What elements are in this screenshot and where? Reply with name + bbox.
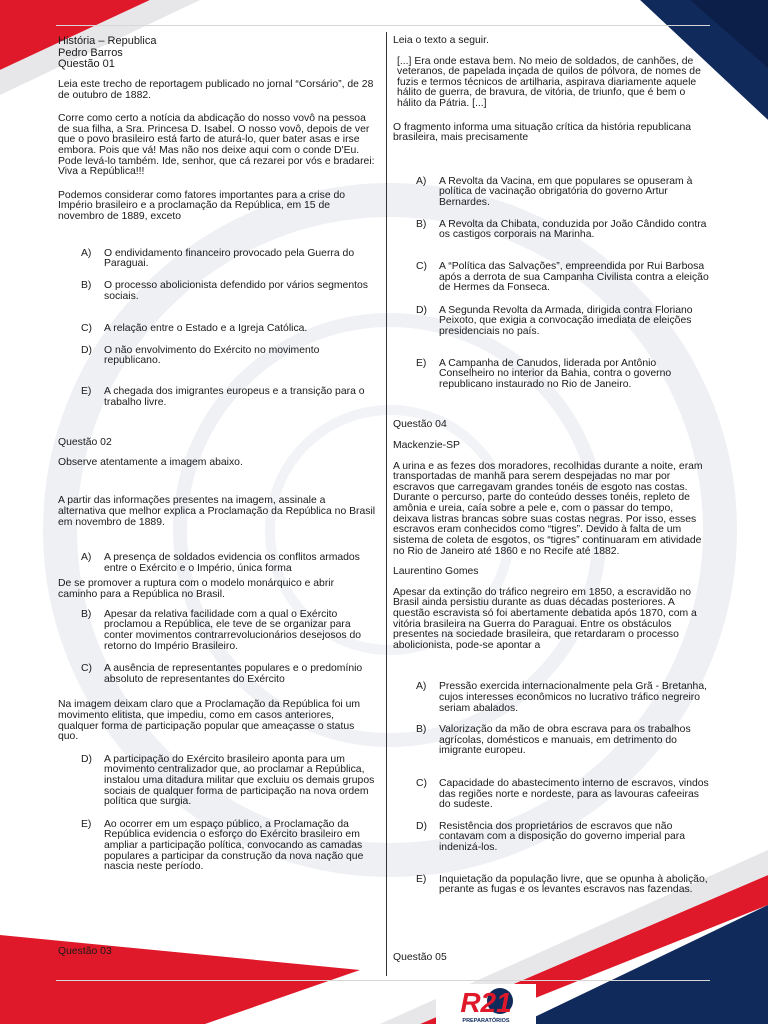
- logo-tagline: PREPARATÓRIOS: [462, 1018, 510, 1024]
- q3-option-b[interactable]: B) A Revolta da Chibata, conduzida por João Cândido contra os castigos corporais na Marinha.: [416, 218, 707, 241]
- q4-option-d[interactable]: D) Resistência dos proprietários de escravos que não contavam com a disposição do governo imperial para indenizá-los.: [416, 820, 686, 854]
- r21-logo: [436, 984, 536, 1024]
- q2-title: Questão 02: [58, 437, 112, 449]
- q4-source: Mackenzie-SP: [393, 440, 460, 452]
- q2-option-b[interactable]: B) Apesar da relativa facilidade com a qual o Exército proclamou a República, ele teve de se organizar para conter movimentos contrarrevolucionários desejosos do retorno do Império Brasileiro.: [81, 608, 362, 652]
- q1-option-a[interactable]: A) O endividamento financeiro provocado pela Guerra do Paraguai.: [81, 247, 355, 270]
- q3-option-c[interactable]: C) A “Política das Salvações”, empreendida por Rui Barbosa após a derrota de sua Campanha Civilista contra a eleição de Hermes da Fonseca.: [416, 260, 709, 294]
- subject-title: História – Republica: [58, 35, 157, 47]
- q4-option-b[interactable]: B) Valorização da mão de obra escrava para os trabalhos agrícolas, domésticos e manuais, em detrimento do imigrante europeu.: [416, 724, 691, 757]
- q1-quote: Corre como certo a notícia da abdicação do nosso vovô na pessoa de sua filha, a Sra. Princesa D. Isabel. O nosso vovô, depois de ver que o povo brasileiro está farto de aturá-lo, quer bater asas e irse embora. Pois que vá! Mas não nos deixe aqui com o conde D'Eu. Pode levá-lo também. Ide, senhor, que cá rezarei por vós e bradarei: Viva a República!!!: [58, 113, 375, 178]
- q2-instruction: Observe atentamente a imagem abaixo.: [58, 456, 243, 468]
- q1-option-c[interactable]: C) A relação entre o Estado e a Igreja Católica.: [81, 323, 308, 335]
- q3-instruction: Leia o texto a seguir.: [393, 35, 489, 46]
- q2-option-a[interactable]: A) A presença de soldados evidencia os conflitos armados entre o Exército e o Império, única forma: [81, 552, 360, 574]
- q4-option-a[interactable]: A) Pressão exercida internacionalmente pela Grã - Bretanha, cujos interesses econômicos no lucrativo tráfico negreiro seriam abalados.: [416, 681, 707, 714]
- q1-prompt: Podemos considerar como fatores importantes para a crise do Império brasileiro e a proclamação da República, em 15 de novembro de 1889, exceto: [58, 189, 346, 223]
- q1-option-d[interactable]: D) O não envolvimento do Exército no movimento republicano.: [81, 344, 320, 367]
- q2-continuation-c: Na imagem deixam claro que a Proclamação da República foi um movimento elitista, que impediu, como em casos anteriores, qualquer forma de participação popular que ameaçasse o status quo.: [58, 699, 361, 743]
- question-01-title: Questão 01: [58, 58, 115, 71]
- logo-text: R21: [460, 987, 512, 1018]
- top-rule: [56, 25, 710, 26]
- column-divider: [386, 32, 387, 976]
- q3-prompt: O fragmento informa uma situação crítica da história republicana brasileira, mais precisamente: [393, 121, 692, 144]
- q3-title: Questão 03: [58, 946, 112, 957]
- q1-intro: Leia este trecho de reportagem publicado no jornal “Corsário”, de 28 de outubro de 1882.: [58, 79, 374, 101]
- q3-option-a[interactable]: A) A Revolta da Vacina, em que populares se opuseram à política de vacinação obrigatória do governo Artur Bernardes.: [416, 175, 693, 209]
- left-column: [58, 80, 376, 873]
- q2-option-e[interactable]: E) Ao ocorrer em um espaço público, a Proclamação da República evidencia o esforço do Exército brasileiro em ampliar a participação política, convocando as camadas populares a participar da construção da nova nação que nascia neste período.: [81, 818, 364, 873]
- q3-option-e[interactable]: E) A Campanha de Canudos, liderada por Antônio Conselheiro no interior da Bahia, contra o governo republicano instaurado no Rio de Janeiro.: [416, 357, 672, 390]
- q2-prompt: A partir das informações presentes na imagem, assinale a alternativa que melhor explica a Proclamação da República no Brasil em novembro de 1889.: [58, 495, 376, 528]
- q4-prompt: Apesar da extinção do tráfico negreiro em 1850, a escravidão no Brasil ainda persistiu durante as duas décadas posteriores. A questão escravista só foi abertamente debatida após 1870, com a vitória brasileira na Guerra do Paraguai. Entre os obstáculos presentes na sociedade brasileira, que retardaram o processo abolicionista, pode-se apontar a: [393, 586, 697, 651]
- bottom-rule: [56, 980, 710, 981]
- q4-author: Laurentino Gomes: [393, 566, 479, 578]
- q1-option-e[interactable]: E) A chegada dos imigrantes europeus e a transição para o trabalho livre.: [81, 385, 365, 408]
- q3-quote: [...] Era onde estava bem. No meio de soldados, de canhões, de veteranos, de papelada inçada de quilos de pólvora, de nomes de fuzis e termos técnicos de artilharia, aspirava diariamente aquele hálito de guerra, de bravura, de vitória, de triunfo, que é bem o hálito da Pátria. [...]: [397, 55, 701, 110]
- q4-quote: A urina e as fezes dos moradores, recolhidas durante a noite, eram transportadas de manhã para serem despejadas no mar por escravos que carregavam grandes tonéis de esgoto nas costas. Durante o percurso, parte do conteúdo desses tonéis, repleto de amônia e ureia, caía sobre a pele e, com o passar do tempo, deixava listras brancas sobre suas costas negras. Por isso, esses escravos eram conhecidos como “tigres”. Devido à falta de um sistema de coleta de esgotos, os “tigres” continuaram em atividade no Rio de Janeiro até 1860 e no Recife até 1882.: [393, 460, 703, 557]
- document-header: [58, 36, 156, 71]
- q5-title: Questão 05: [393, 952, 447, 963]
- q2-continuation-a: De se promover a ruptura com o modelo monárquico e abrir caminho para a República no Brasil.: [58, 578, 335, 601]
- author-name: Pedro Barros: [58, 46, 123, 59]
- q4-title: Questão 04: [393, 419, 447, 431]
- q2-option-d[interactable]: D) A participação do Exército brasileiro aponta para um movimento centralizador que, ao proclamar a República, instalou uma ditadura militar que excluiu os demais grupos sociais de qualquer forma de participação na nova ordem política que surgia.: [81, 753, 375, 808]
- q1-option-b[interactable]: B) O processo abolicionista defendido por vários segmentos sociais.: [81, 279, 368, 302]
- q3-option-d[interactable]: D) A Segunda Revolta da Armada, dirigida contra Floriano Peixoto, que exigia a convocação imediata de eleições presidenciais no país.: [416, 304, 693, 337]
- q4-option-e[interactable]: E) Inquietação da população livre, que se opunha à abolição, perante as fugas e os levantes escravos nas fazendas.: [416, 873, 708, 896]
- q4-option-c[interactable]: C) Capacidade do abastecimento interno de escravos, vindos das regiões norte e nordeste, para as lavouras cafeeiras do sudeste.: [416, 778, 709, 811]
- right-column: [393, 36, 711, 896]
- q2-option-c[interactable]: C) A ausência de representantes populares e o predomínio absoluto de representantes do Exército: [81, 663, 363, 685]
